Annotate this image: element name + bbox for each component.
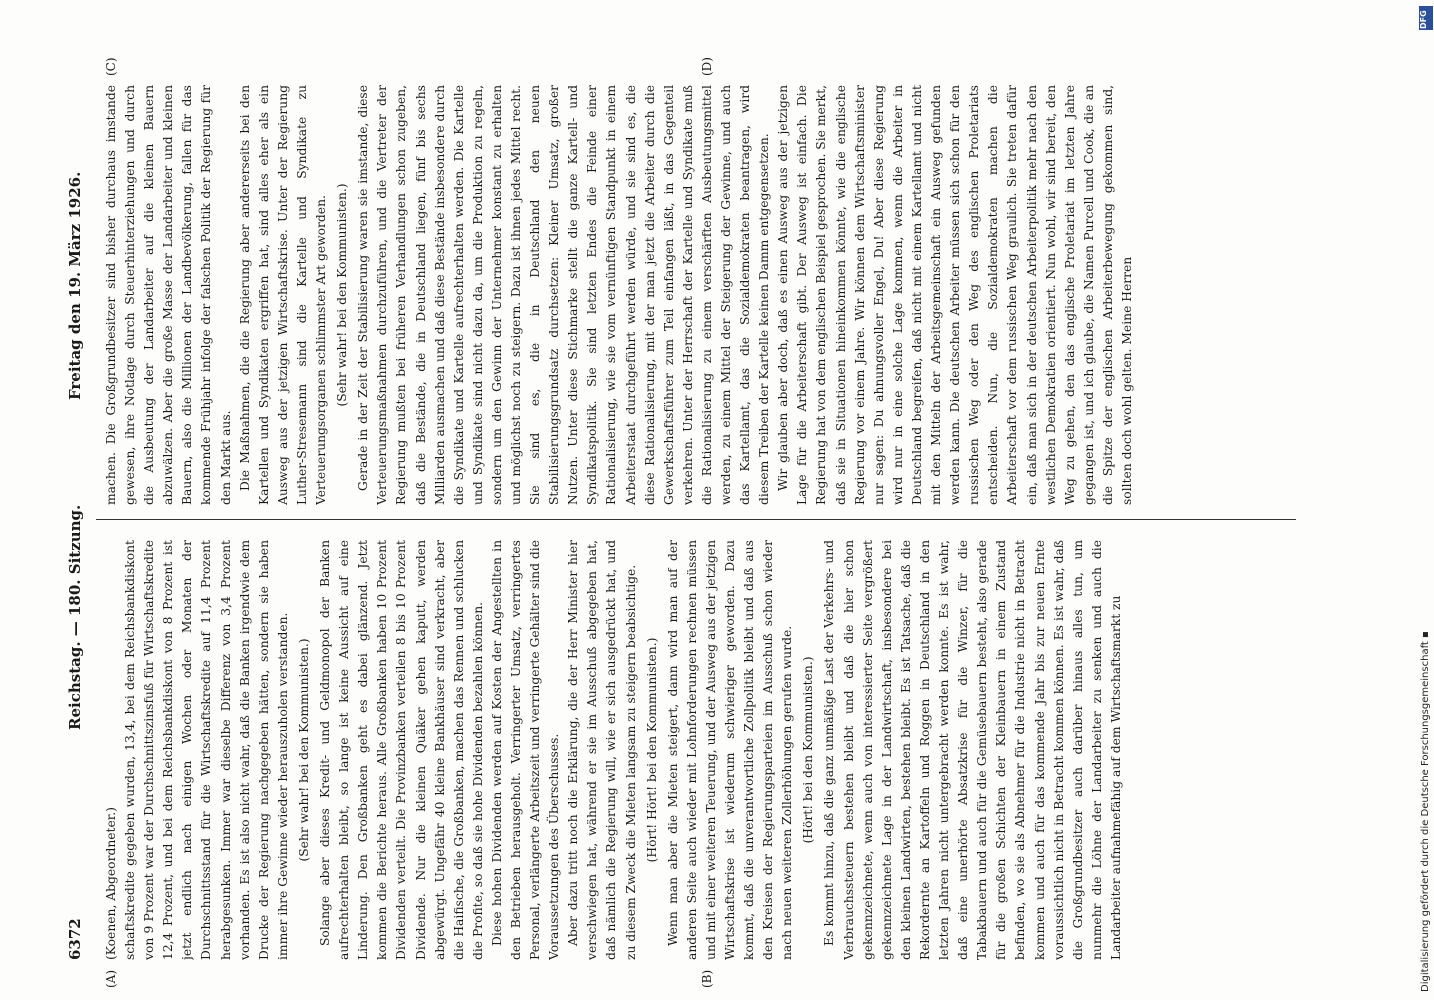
paragraph: Diese hohen Dividenden werden auf Kosten der Angestellten in den Betrieben herausgeholt. Verringerter Umsatz, verringertes Personal, verlängerte Arbeitszeit und verringerte Gehälter sind die Voraussetzungen des Überschusses.: [489, 540, 562, 960]
paragraph: Solange aber dieses Kredit- und Geldmonopol der Banken aufrechterhalten bleibt, so lange ist keine Aussicht auf eine Linderung. Den Großbanken geht es dabei glänzend. Jetzt kommen die Berichte heraus. Alle Großbanken haben 10 Prozent Dividenden verteilt. Die Provinzbanken verteilen 8 bis 10 Prozent Dividende. Nur die kleinen Quäker gehen kaputt, werden abgewürgt. Ungefähr 40 kleine Bankhäuser sind verkracht, aber die Haifische, die Großbanken, machen das Rennen und schlucken die Profite, so daß sie hohe Dividenden bezahlen können.: [318, 540, 485, 960]
dfg-logo-text: DFG: [1419, 10, 1428, 29]
paragraph: machen. Die Großgrundbesitzer sind bisher durchaus imstande gewesen, ihre Notlage durch Steuerhinterziehungen und durch die Ausbeutung der Landarbeiter auf die kleinen Bauern abzuwälzen. Aber die große Masse der Landarbeiter und kleinen Bauern, also die Millionen der Landbevölkerung, fallen für das kommende Frühjahr infolge der falschen Politik der Regierung für den Markt aus.: [104, 85, 233, 505]
paragraph: schaftskredite gegeben wurden, 13,4, bei dem Reichsbankdiskont von 9 Prozent war der Durchschnittszinsfuß für Wirtschaftskredite 12,4 Prozent, und bei dem Reichsbankdiskont von 8 Prozent ist jetzt endlich nach einigen Wochen oder Monaten der Durchschnittsstand für die Wirtschaftskredite auf 11,4 Prozent herabgesunken. Immer war dieselbe Differenz von 3,4 Prozent vorhanden. Es ist also nicht wahr, daß die Banken irgendwie dem Drucke der Regierung nachgegeben hätten, sondern sie haben immer ihre Gewinne wieder herauszuholen verstanden.: [123, 540, 290, 960]
paragraph: Aber dazu tritt noch die Erklärung, die der Herr Minister hier verschwiegen hat, während er sie im Ausschuß abgegeben hat, daß nämlich die Regierung will, wie er sich ausgedrückt hat, und zu diesem Zweck die Mieten langsam zu steigern beabsichtige.: [566, 540, 638, 960]
paragraph: Die Maßnahmen, die die Regierung aber andererseits bei den Kartellen und Syndikaten ergriffen hat, sind alles eher als ein Ausweg aus der jetzigen Wirtschaftskrise. Unter der Regierung Luther-Stresemann sind die Kartelle und Syndikate zu Verteuerungsorganen schlimmster Art geworden.: [237, 85, 329, 505]
margin-marker-a: (A): [104, 969, 118, 988]
session-title: Reichstag. — 180. Sitzung.: [66, 504, 84, 730]
paragraph: Wenn man aber die Mieten steigert, dann wird man auf der anderen Seite auch wieder mit Lohnforderungen rechnen müssen und mit einer weiteren Teuerung, und der Ausweg aus der jetzigen Wirtschaftskrise ist wiederum schwieriger geworden. Dazu kommt, daß die unverantwortliche Zollpolitik bleibt und daß aus den Kreisen der Regierungsparteien im Ausschuß schon wieder nach neuen weiteren Zollerhöhungen gerufen wurde.: [665, 540, 795, 960]
margin-marker-b: (B): [700, 969, 714, 988]
margin-marker-c: (C): [104, 57, 118, 76]
interjection: (Hört! Hört! bei den Kommunisten.): [644, 637, 659, 863]
page-number: 6372: [66, 918, 84, 960]
margin-marker-d: (D): [700, 57, 714, 76]
paragraph: Wir glauben aber doch, daß es einen Ausweg aus der jetzigen Lage für die Arbeiterschaft gibt. Der Ausweg ist einfach. Die Regierung hat von dem englischen Beispiel gesprochen. Sie merkt, daß sie in Situationen hineinkommen könnte, wie die englische Regierung vor einem Jahre. Wir können dem Wirtschaftsminister nur sagen: Du ahnungsvoller Engel, Du! Aber diese Regierung wird nur in eine solche Lage kommen, wenn die Arbeiter in Deutschland begreifen, daß nicht mit einem Kartellamt und nicht mit den Mitteln der Arbeitsgemeinschaft ein Ausweg gefunden werden kann. Die deutschen Arbeiter müssen sich schon für den russischen Weg oder den Weg des englischen Proletariats entscheiden. Nun, die Sozialdemokraten machen die Arbeiterschaft vor dem russischen Weg graulich. Sie treten dafür ein, daß man sich in der deutschen Arbeiterpolitik mehr nach den westlichen Demokratien orientiert. Nun wohl, wir sind bereit, den Weg zu gehen, den das englische Proletariat im letzten Jahre gegangen ist, und ich glaube, die Namen Purcell und Cook, die an die Spitze der englischen Arbeiterbewegung gekommen sind, sollten doch wohl gelten. Meine Herren: [776, 85, 1134, 505]
left-column: [102, 540, 1292, 960]
interjection: (Hört! bei den Kommunisten.): [801, 656, 816, 844]
digitization-text: Digitalisierung gefördert durch die Deutsche Forschungsgemeinschaft ▪: [1420, 631, 1431, 992]
interjection: (Sehr wahr! bei den Kommunisten.): [335, 183, 350, 407]
page-header: [60, 80, 90, 960]
paragraph: Es kommt hinzu, daß die ganz unmäßige Last der Verkehrs- und Verbrauchssteuern bestehen bleibt und daß die hier schon gekennzeichnete, wenn auch von interessierter Seite vergrößert gekennzeichnete Lage in der Landwirtschaft, insbesondere bei den kleinen Landwirten, bestehen bleibt. Es ist Tatsache, daß die Rekordernte an Kartoffeln und Roggen in Deutschland in den letzten Jahren nicht untergebracht werden konnte. Es ist wahr, daß eine unerhörte Absatzkrise für die Winzer, für die Tabakbauern und auch für die Gemüsebauern besteht, also gerade für die großen Schichten der Kleinbauern in einem Zustand befinden, wo sie als Abnehmer für die Industrie nicht in Betracht kommen und auch für das kommende Jahr bis zur neuen Ernte voraussichtlich nicht in Betracht kommen können. Es ist wahr, daß die Großgrundbesitzer auch darüber hinaus alles tun, um nunmehr die Löhne der Landarbeiter zu senken und auch die Landarbeiter aufnahmefähig auf dem Wirtschaftsmarkt zu: [822, 540, 1123, 960]
right-column: [102, 85, 1292, 505]
interjection: (Sehr wahr! bei den Kommunisten.): [296, 638, 311, 862]
dfg-logo: [1419, 6, 1433, 30]
session-date: Freitag den 19. März 1926.: [66, 171, 84, 400]
digitization-note: [1420, 8, 1434, 992]
speaker-line: (Koenen, Abgeordneter.): [104, 807, 118, 960]
rotated-page-content: [60, 57, 1300, 988]
paragraph: Gerade in der Zeit der Stabilisierung waren sie imstande, diese Verteuerungsmaßnahmen durchzuführen, und die Vertreter der Regierung mußten bei früheren Verhandlungen schon zugeben, daß die Bestände, die in Deutschland liegen, fünf bis sechs Milliarden ausmachen und daß diese Bestände insbesondere durch die Syndikate und Kartelle aufrechterhalten werden. Die Kartelle und Syndikate sind nicht dazu da, um die Produktion zu regeln, sondern um den Gewinn der Unternehmer konstant zu erhalten und möglichst noch zu steigern. Dazu ist ihnen jedes Mittel recht. Sie sind es, die in Deutschland den neuen Stabilisierungsgrundsatz durchsetzen: Kleiner Umsatz, großer Nutzen. Unter diese Stichmarke stellt die ganze Kartell- und Syndikatspolitik. Sie sind letzten Endes die Feinde einer Rationalisierung, wie sie vom vernünftigen Standpunkt in einem Arbeiterstaat durchgeführt werden würde, und sie sind es, die diese Rationalisierung, mit der man jetzt die Arbeiter durch die Gewerkschaftsführer zum Teil einfangen läßt, in das Gegenteil verkehren. Unter der Herrschaft der Kartelle und Syndikate muß die Rationalisierung zu einem verschärften Ausbeutungsmittel werden, zu einem Mittel der Steigerung der Gewinne, und auch das Kartellamt, das die Sozialdemokraten beantragen, wird diesem Treiben der Kartelle keinen Damm entgegensetzen.: [356, 85, 772, 505]
column-divider: [96, 519, 1296, 520]
